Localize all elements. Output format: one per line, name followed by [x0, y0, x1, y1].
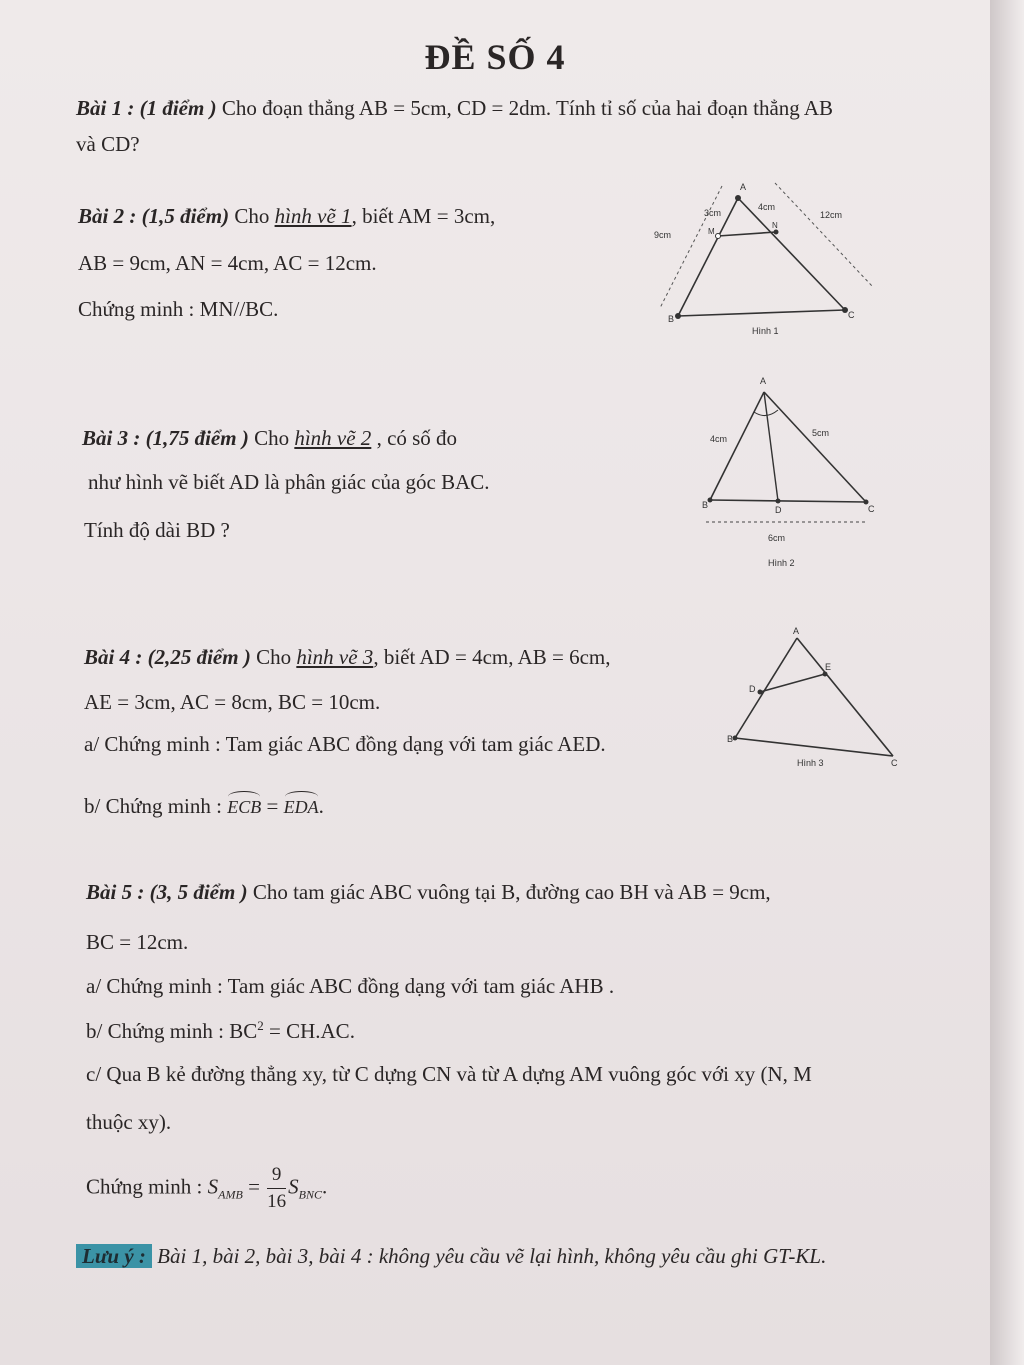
bai4-end: . — [318, 794, 324, 818]
bai1-line1 — [76, 96, 833, 121]
fig2-label-d: D — [775, 505, 782, 515]
bai4-label: Bài 4 : (2,25 điểm ) — [84, 645, 251, 669]
bai5-s1-sub: AMB — [218, 1187, 243, 1202]
bai5-line4 — [86, 1018, 355, 1044]
page-edge — [990, 0, 1024, 1365]
bai5-text1: Cho tam giác ABC vuông tại B, đường cao BH và AB = 9cm, — [247, 880, 771, 904]
fraction-9-16 — [267, 1162, 286, 1215]
bai5-label: Bài 5 : (3, 5 điểm ) — [86, 880, 248, 904]
bai2-post: , biết AM = 3cm, — [351, 204, 496, 228]
fig1-label-c: C — [848, 310, 855, 320]
bai3-pre: Cho — [248, 426, 295, 450]
bai5-line4-sup: 2 — [257, 1018, 264, 1033]
fig2-label-b: B — [702, 500, 709, 510]
fig1-length-ab: 9cm — [654, 230, 672, 240]
bai5-line2: BC = 12cm. — [86, 930, 189, 954]
fig2-length-ac: 5cm — [812, 428, 830, 438]
bai4-figure-link: hình vẽ 3 — [296, 645, 374, 669]
bai4-line2: AE = 3cm, AC = 8cm, BC = 10cm. — [84, 690, 381, 714]
bai2-line3: Chứng minh : MN//BC. — [78, 297, 279, 321]
fig1-caption: Hình 1 — [752, 326, 779, 336]
bai5-line7-pre: Chứng minh : — [86, 1174, 208, 1199]
note-line — [76, 1244, 826, 1269]
fraction-numerator: 9 — [267, 1162, 286, 1189]
bai3-post: , có số đo — [371, 426, 458, 450]
fig1-length-an: 4cm — [758, 202, 776, 212]
fig1-label-m: M — [708, 227, 715, 236]
bai3-label: Bài 3 : (1,75 điểm ) — [82, 426, 249, 450]
note-label: Lưu ý : — [76, 1244, 152, 1268]
fig3-label-d: D — [749, 684, 756, 694]
bai3-line1 — [82, 426, 457, 451]
fig2-label-a: A — [760, 376, 767, 386]
page-title: ĐỀ SỐ 4 — [424, 37, 566, 77]
bai1-line2: và CD? — [76, 132, 140, 156]
fig2-length-ab: 4cm — [710, 434, 728, 444]
bai2-pre: Cho — [229, 204, 275, 228]
bai5-end: . — [322, 1174, 328, 1199]
bai4-line4-pre: b/ Chứng minh : — [84, 794, 228, 818]
bai2-line2: AB = 9cm, AN = 4cm, AC = 12cm. — [78, 251, 377, 275]
bai5-s2: S — [288, 1174, 299, 1199]
figure-3 — [715, 620, 905, 775]
bai1-text1: Cho đoạn thẳng AB = 5cm, CD = 2dm. Tính tỉ số của hai đoạn thẳng AB — [216, 96, 834, 120]
note-text: Bài 1, bài 2, bài 3, bài 4 : không yêu cầu vẽ lại hình, không yêu cầu ghi GT-KL. — [151, 1244, 827, 1268]
bai3-line2: như hình vẽ biết AD là phân giác của góc BAC. — [88, 470, 490, 494]
bai5-line5: c/ Qua B kẻ đường thẳng xy, từ C dựng CN và từ A dựng AM vuông góc với xy (N, M — [86, 1062, 812, 1086]
bai4-line1 — [84, 645, 611, 670]
fraction-denominator: 16 — [267, 1191, 287, 1212]
fig1-label-b: B — [668, 314, 675, 324]
bai4-pre: Cho — [250, 645, 297, 669]
fig3-label-a: A — [793, 626, 800, 636]
fig1-length-am: 3cm — [704, 208, 722, 218]
bai5-line6: thuộc xy). — [86, 1110, 172, 1134]
bai5-line3: a/ Chứng minh : Tam giác ABC đồng dạng với tam giác AHB . — [86, 974, 615, 998]
bai5-s1: S — [207, 1174, 219, 1199]
bai4-eq: = — [261, 794, 284, 818]
fig3-caption: Hình 3 — [797, 758, 824, 768]
figure-1 — [640, 178, 890, 343]
fig2-length-bc: 6cm — [768, 533, 786, 543]
bai5-line4-post: = CH.AC. — [263, 1019, 355, 1043]
bai5-line1 — [86, 880, 771, 905]
fig1-label-a: A — [740, 182, 747, 192]
fig2-label-c: C — [868, 504, 875, 514]
bai4-line3: a/ Chứng minh : Tam giác ABC đồng dạng với tam giác AED. — [84, 732, 606, 756]
fig2-caption: Hình 2 — [768, 558, 795, 568]
bai1-label: Bài 1 : (1 điểm ) — [76, 96, 217, 120]
figure-2 — [690, 372, 890, 577]
bai4-post: , biết AD = 4cm, AB = 6cm, — [373, 645, 611, 669]
bai5-s2-sub: BNC — [298, 1187, 322, 1202]
fig1-label-n: N — [772, 221, 778, 230]
bai2-line1 — [78, 204, 495, 229]
angle-eda: EDA — [283, 797, 319, 817]
bai4-line4 — [84, 794, 324, 819]
bai3-line3: Tính độ dài BD ? — [84, 518, 230, 542]
fig3-label-c: C — [891, 758, 898, 768]
bai2-label: Bài 2 : (1,5 điểm) — [78, 204, 230, 228]
fig3-label-b: B — [727, 734, 734, 744]
bai5-line4-pre: b/ Chứng minh : BC — [86, 1019, 258, 1043]
bai2-figure-link: hình vẽ 1 — [274, 204, 352, 228]
bai5-line7 — [86, 1162, 327, 1215]
bai3-figure-link: hình vẽ 2 — [294, 426, 372, 450]
fig1-length-ac: 12cm — [820, 210, 843, 220]
fig3-label-e: E — [825, 662, 832, 672]
bai5-eq: = — [242, 1174, 266, 1199]
angle-ecb: ECB — [227, 797, 262, 817]
